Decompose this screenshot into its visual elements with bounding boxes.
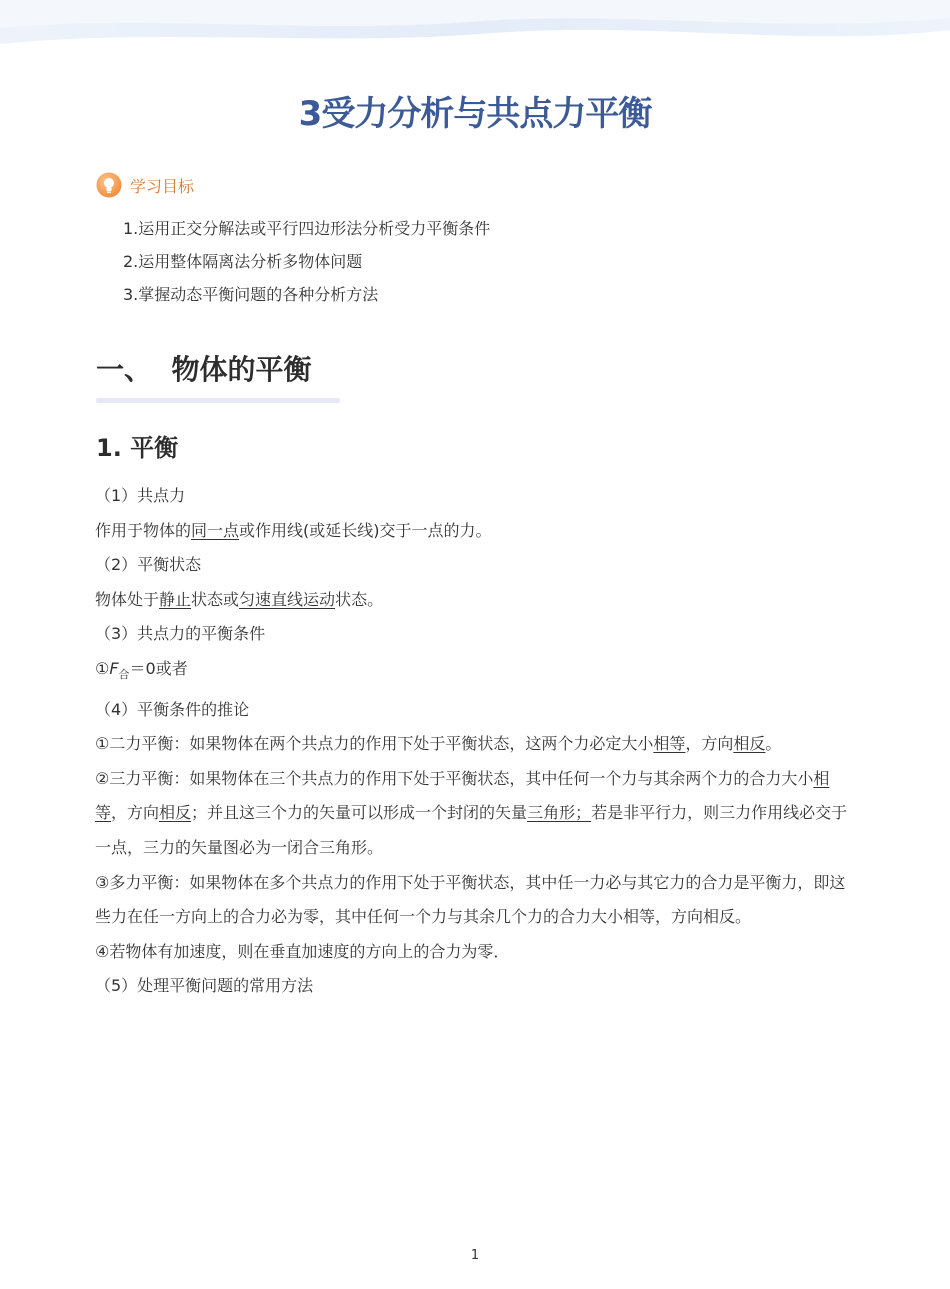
paragraph-label: （4）平衡条件的推论 [95, 699, 250, 719]
lightbulb-icon [96, 172, 122, 198]
subsection-heading: 1. 平衡 [96, 434, 179, 462]
objective-list [123, 216, 490, 315]
paragraph-label: （2）平衡状态 [95, 555, 202, 575]
paragraph: 物体处于静止状态或匀速直线运动状态。 [95, 589, 384, 609]
page-number: 1 [470, 1248, 480, 1263]
paragraph: ①二力平衡：如果物体在两个共点力的作用下处于平衡状态，这两个力必定大小相等，方向相反。 [95, 734, 782, 754]
body-content [95, 479, 860, 1004]
objective-item: 2.运用整体隔离法分析多物体问题 [123, 252, 363, 271]
underlined-term: 匀速直线运动 [239, 589, 336, 609]
document-title: 3受力分析与共点力平衡 [298, 94, 652, 134]
equilibrium-formula: $①F_合=0$或者 [95, 658, 188, 681]
section-heading: 一、 物体的平衡 [96, 353, 312, 386]
paragraph-label: （3）共点力的平衡条件 [95, 624, 266, 644]
header-wave-decoration [0, 0, 950, 48]
paragraph: ④若物体有加速度，则在垂直加速度的方向上的合力为零． [95, 941, 510, 961]
paragraph-label: （5）处理平衡问题的常用方法 [95, 976, 314, 996]
objectives-label: 学习目标 [130, 176, 195, 196]
paragraph: 作用于物体的同一点或作用线(或延长线)交于一点的力。 [95, 520, 492, 540]
learning-objectives-header [96, 172, 194, 198]
underlined-term: 相等 [95, 768, 830, 823]
underlined-term: 同一点 [191, 520, 240, 540]
paragraph-label: （1）共点力 [95, 486, 186, 505]
paragraph: ②三力平衡：如果物体在三个共点力的作用下处于平衡状态，其中任何一个力与其余两个力的合力大小相等，方向相反；并且这三个力的矢量可以形成一个封闭的矢量三角形；若是非平行力，则三力作用线必交于一点，三力的矢量图必为一闭合三角形。 [95, 768, 848, 857]
objective-item: 3.掌握动态平衡问题的各种分析方法 [123, 285, 379, 304]
paragraph: ③多力平衡：如果物体在多个共点力的作用下处于平衡状态，其中任一力必与其它力的合力是平衡力，即这些力在任一方向上的合力必为零，其中任何一个力与其余几个力的合力大小相等，方向相反。 [95, 872, 846, 927]
underlined-term: 相反 [159, 803, 192, 823]
underlined-term: 相反 [733, 734, 766, 754]
underlined-term: 相等 [653, 734, 686, 754]
section-underline [96, 398, 340, 403]
objective-item: 1.运用正交分解法或平行四边形法分析受力平衡条件 [123, 219, 491, 238]
underlined-term: 三角形； [527, 803, 592, 823]
underlined-term: 静止 [159, 589, 192, 609]
